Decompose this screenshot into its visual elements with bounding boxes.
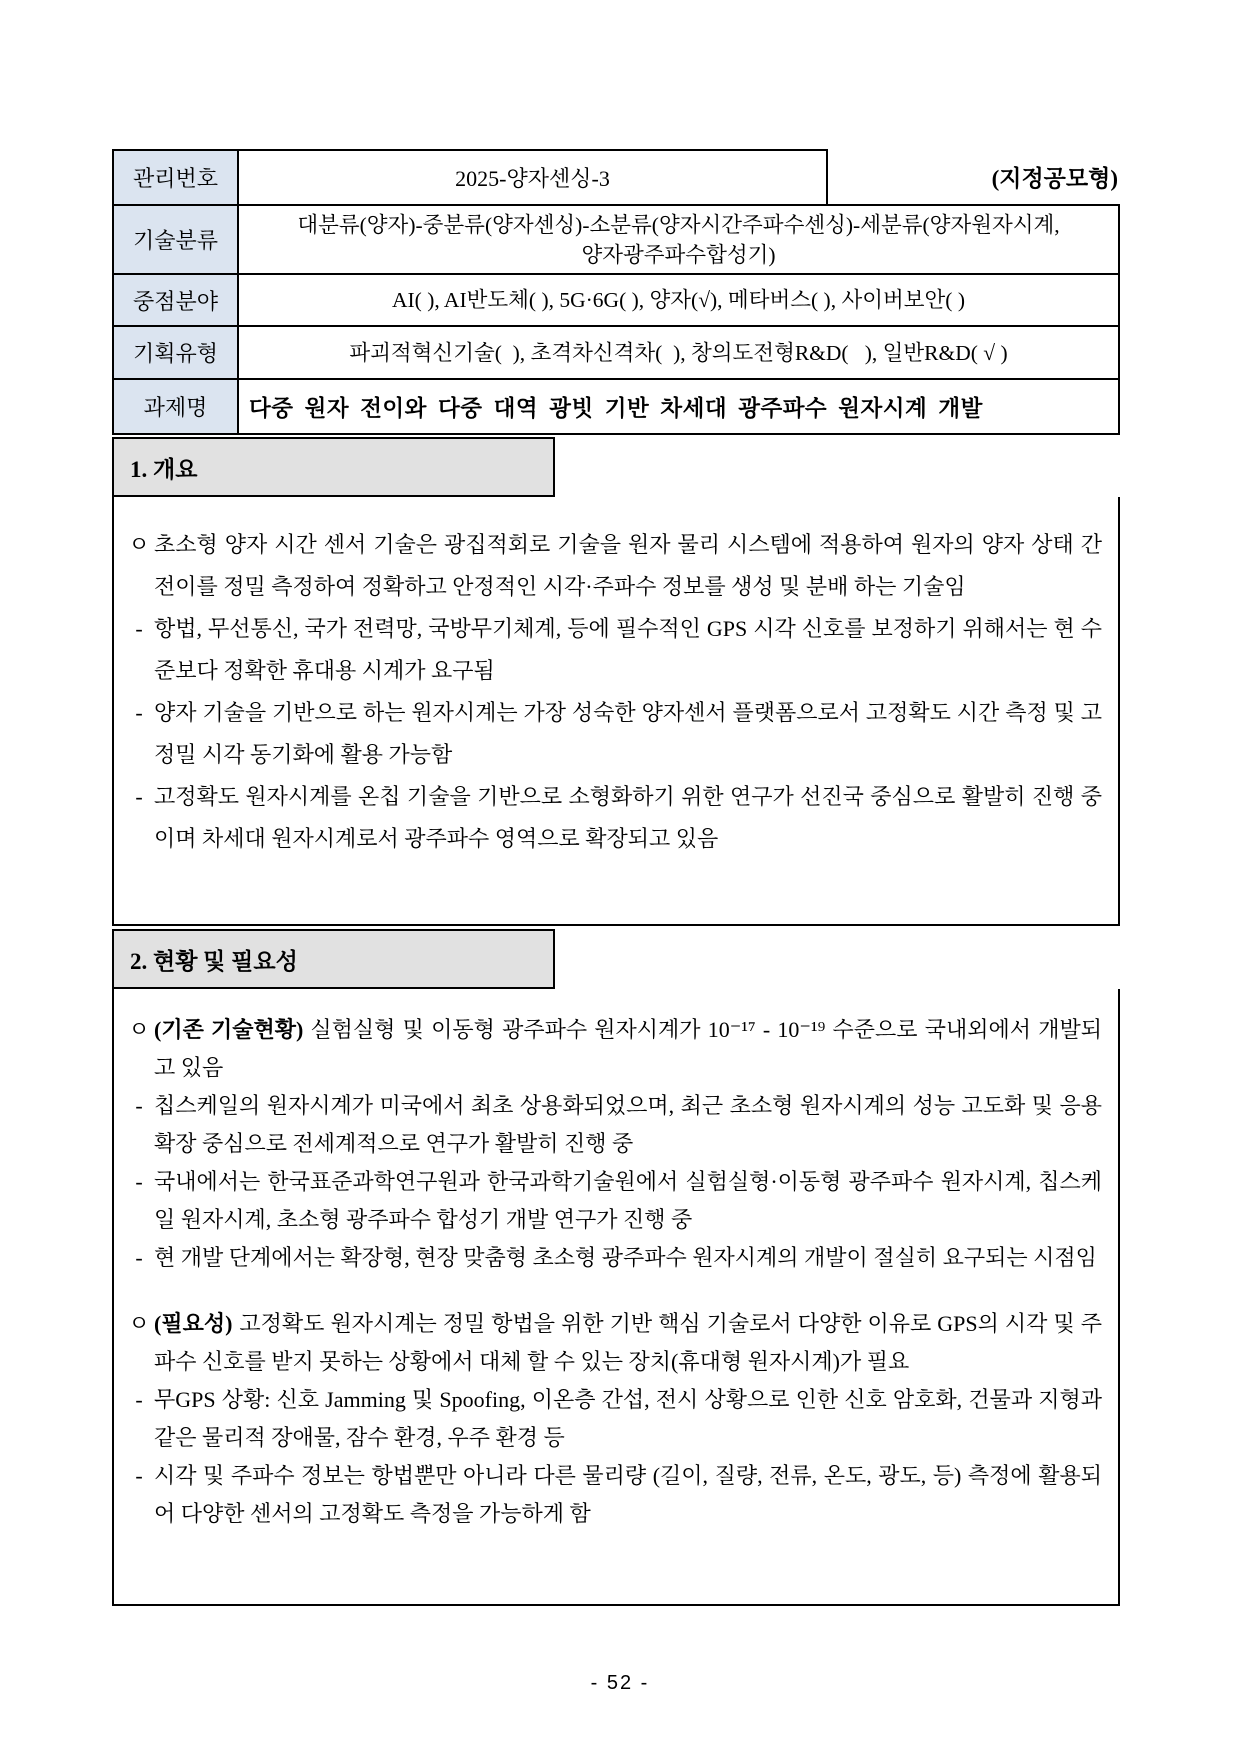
bullet-marker: - (135, 1245, 143, 1270)
page-content (112, 149, 1120, 1606)
management-number-box (112, 149, 828, 204)
info-row-project-title (114, 380, 1118, 433)
section1-para-3 (124, 776, 1102, 860)
para-text: 칩스케일의 원자시계가 미국에서 최초 상용화되었으며, 최근 초소형 원자시계의 성능 고도화 및 응용 확장 중심으로 전세계적으로 연구가 활발히 진행 중 (154, 1093, 1102, 1156)
bullet-marker: - (135, 1093, 143, 1118)
section2-para-3 (124, 1239, 1102, 1277)
focus-area-label: 중점분야 (114, 275, 239, 325)
para-text: 항법, 무선통신, 국가 전력망, 국방무기체계, 등에 필수적인 GPS 시각 신호를 보정하기 위해서는 현 수준보다 정확한 휴대용 시계가 요구됨 (154, 616, 1102, 683)
section2-para-0 (124, 1011, 1102, 1087)
notice-type: (지정공모형) (991, 166, 1118, 191)
project-title-label: 과제명 (114, 380, 239, 433)
tech-class-line2: 양자광주파수합성기) (581, 242, 776, 267)
tech-class-line1: 대분류(양자)-중분류(양자센싱)-소분류(양자시간주파수센싱)-세분류(양자원자시계, (297, 212, 1060, 237)
info-row-management (112, 149, 1120, 204)
project-title-value: 다중 원자 전이와 다중 대역 광빗 기반 차세대 광주파수 원자시계 개발 (249, 395, 983, 421)
bullet-marker: - (135, 700, 143, 725)
section2-para-1 (124, 1087, 1102, 1163)
section2-para-5 (124, 1381, 1102, 1457)
section1-para-1 (124, 608, 1102, 692)
para-text: 현 개발 단계에서는 확장형, 현장 맞춤형 초소형 광주파수 원자시계의 개발이 절실히 요구되는 시점임 (154, 1245, 1097, 1270)
para-text: 고정확도 원자시계를 온칩 기술을 기반으로 소형화하기 위한 연구가 선진국 중심으로 활발히 진행 중이며 차세대 원자시계로서 광주파수 영역으로 확장되고 있음 (154, 784, 1102, 851)
para-bold-lead: (필요성) (154, 1311, 233, 1336)
para-text: 실험실형 및 이동형 광주파수 원자시계가 10⁻¹⁷ - 10⁻¹⁹ 수준으로 국내외에서 개발되고 있음 (154, 1017, 1102, 1080)
planning-type-value: 파괴적혁신기술( ), 초격차신격차( ), 창의도전형R&D( ), 일반R&D( √ ) (349, 340, 1008, 365)
bullet-marker: - (135, 1463, 143, 1488)
section2-heading: 2. 현황 및 필요성 (112, 929, 555, 989)
section1-para-0 (124, 524, 1102, 608)
bullet-marker: ㅇ (128, 532, 150, 557)
focus-area-value: AI( ), AI반도체( ), 5G·6G( ), 양자(√), 메타버스( ), 사이버보안( ) (391, 288, 965, 312)
bullet-marker: ㅇ (128, 1017, 150, 1042)
management-number-value: 2025-양자센싱-3 (455, 166, 610, 191)
section2-para-6 (124, 1457, 1102, 1533)
section1-body (112, 497, 1120, 926)
planning-type-label: 기획유형 (114, 327, 239, 378)
para-text: 국내에서는 한국표준과학연구원과 한국과학기술원에서 실험실형·이동형 광주파수 원자시계, 칩스케일 원자시계, 초소형 광주파수 합성기 개발 연구가 진행 중 (154, 1169, 1102, 1232)
info-row-planning-type (114, 327, 1118, 380)
management-number-label: 관리번호 (114, 151, 239, 204)
para-text: 무GPS 상황: 신호 Jamming 및 Spoofing, 이온층 간섭, 전시 상황으로 인한 신호 암호화, 건물과 지형과 같은 물리적 장애물, 잠수 환경, 우주 환경 등 (154, 1387, 1102, 1450)
section2-para-4 (124, 1305, 1102, 1381)
paragraph-gap (124, 1277, 1102, 1305)
page-number: - 52 - (590, 1672, 650, 1694)
info-row-tech-class (114, 206, 1118, 275)
para-text: 시각 및 주파수 정보는 항법뿐만 아니라 다른 물리량 (길이, 질량, 전류, 온도, 광도, 등) 측정에 활용되어 다양한 센서의 고정확도 측정을 가능하게 함 (154, 1463, 1102, 1526)
section1-para-2 (124, 692, 1102, 776)
info-row-focus-area (114, 275, 1118, 327)
bullet-marker: ㅇ (128, 1311, 150, 1336)
section2-para-2 (124, 1163, 1102, 1239)
bullet-marker: - (135, 1387, 143, 1412)
bullet-marker: - (135, 1169, 143, 1194)
tech-class-value (239, 206, 1118, 273)
para-text: 초소형 양자 시간 센서 기술은 광집적회로 기술을 원자 물리 시스템에 적용하여 원자의 양자 상태 간 전이를 정밀 측정하여 정확하고 안정적인 시각·주파수 정보를 생성 및 분배 하는 기술임 (154, 532, 1102, 599)
info-table (112, 204, 1120, 435)
para-text: 양자 기술을 기반으로 하는 원자시계는 가장 성숙한 양자센서 플랫폼으로서 고정확도 시간 측정 및 고정밀 시각 동기화에 활용 가능함 (154, 700, 1102, 767)
para-bold-lead: (기존 기술현황) (154, 1017, 304, 1042)
bullet-marker: - (135, 784, 143, 809)
section1-heading: 1. 개요 (112, 437, 555, 497)
para-text: 고정확도 원자시계는 정밀 항법을 위한 기반 핵심 기술로서 다양한 이유로 GPS의 시각 및 주파수 신호를 받지 못하는 상황에서 대체 할 수 있는 장치(휴대형 원자시계)가 필요 (154, 1311, 1102, 1374)
tech-class-label: 기술분류 (114, 206, 239, 273)
bullet-marker: - (135, 616, 143, 641)
section2-body (112, 989, 1120, 1606)
